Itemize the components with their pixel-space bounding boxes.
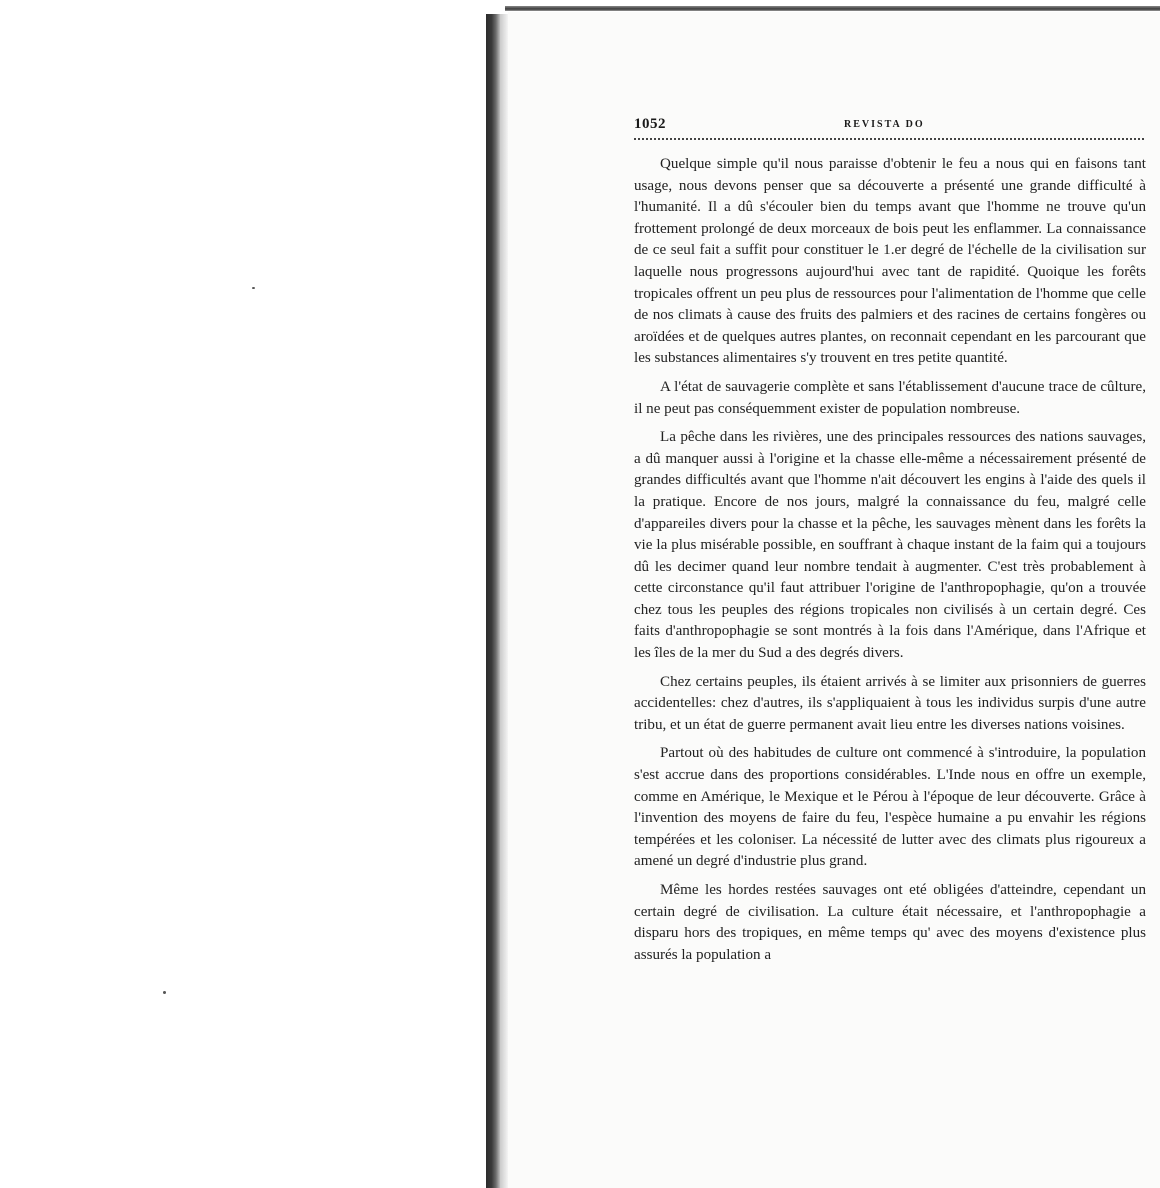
spine-shadow (500, 14, 508, 1188)
left-page-blank (0, 0, 488, 1188)
page-number: 1052 (634, 116, 666, 132)
paragraph: Partout où des habitudes de culture ont commencé à s'introduire, la population s'est accrue dans des proportions considérables. L'Inde nous en offre un exemple, comme en Amérique, le Mexique et le Pérou à l'époque de leur découverte. Grâce à l'invention des moyens de faire du feu, l'espèce humaine a pu envahir les régions tempérées et les coloniser. La nécessité de lutter avec des climats plus rigoureux a amené un degré d'industrie plus grand. (634, 745, 1146, 870)
header-rule (634, 138, 1144, 140)
book-top-edge (505, 6, 1160, 11)
scan-speck (163, 991, 166, 994)
paragraph: Même les hordes restées sauvages ont eté obligées d'atteindre, cependant un certain degré de civilisation. La culture était nécessaire, et l'anthropophagie a disparu hors des tropiques, en même temps qu' avec des moyens d'existence plus assurés la population a (634, 882, 1146, 963)
running-title: REVISTA DO (844, 119, 925, 130)
book-spine (486, 14, 500, 1188)
scan-speck (252, 287, 255, 289)
page-header (634, 116, 1150, 138)
paragraph: Chez certains peuples, ils étaient arrivés à se limiter aux prisonniers de guerres accidentelles: chez d'autres, ils s'appliquaient à tous les individus surpis d'une autre tribu, et un état de guerre permanent avait lieu entre les diverses nations voisines. (634, 673, 1146, 733)
paragraph: A l'état de sauvagerie complète et sans l'établissement d'aucune trace de cûlture, il ne peut pas conséquemment exister de population nombreuse. (634, 378, 1146, 417)
paragraph: Quelque simple qu'il nous paraisse d'obtenir le feu a nous qui en faisons tant usage, nous devons penser que sa découverte a présenté une grande difficulté à l'humanité. Il a dû s'écouler bien du temps avant que l'homme ne trouve qu'un frottement prolongé de deux morceaux de bois peut les enflammer. La connaissance de ce seul fait a suffit pour constituer le 1.er degré de l'échelle de la civilisation sur laquelle nous progressons aujourd'hui avec tant de rapidité. Quoique les forêts tropicales offrent un peu plus de ressources pour l'alimentation de l'homme que celle de nos climats à cause des fruits des palmiers et des racines de certains fongères ou aroïdées et de quelques autres plantes, on reconnait cependant en les parcourant que les substances alimentaires s'y trouvent en tres petite quantité. (634, 156, 1146, 367)
paragraph: La pêche dans les rivières, une des principales ressources des nations sauvages, a dû manquer aussi à l'origine et la chasse elle-même a nécessairement présenté de grandes difficultés avant que l'homme n'ait découvert les engins à l'aide des quels il la pratique. Encore de nos jours, malgré la connaissance du feu, malgré celle d'appareiles divers pour la chasse et la pêche, les sauvages mènent dans les forêts la vie la plus misérable possible, en souffrant à chaque instant de la faim qui a toujours dû les decimer quand leur nombre tendait à augmenter. C'est très probablement à cette circonstance qu'il faut attribuer l'origine de l'anthropophagie, qu'on a trouvée chez tous les peuples des régions tropicales non civilisés à un certain degré. Ces faits d'anthropophagie se sont montrés à la fois dans l'Amérique, dans l'Afrique et les îles de la mer du Sud a des degrés divers. (634, 429, 1146, 662)
body-text (634, 154, 1146, 973)
